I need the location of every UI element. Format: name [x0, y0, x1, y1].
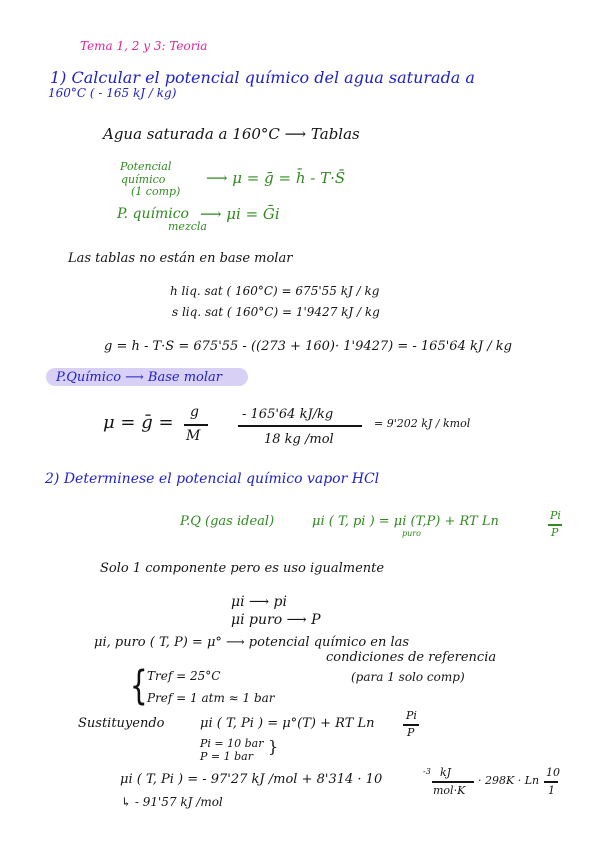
one-comp-note: (para 1 solo comp) — [351, 670, 465, 684]
gas-label: P.Q (gas ideal) — [180, 514, 275, 529]
map-1: μi ⟶ pi — [231, 594, 287, 610]
mix-equation: ⟶ μi = Ḡi — [200, 205, 280, 223]
p-value: P = 1 bar — [200, 750, 253, 763]
one-comp-line: Solo 1 componente pero es uso igualmente — [100, 561, 385, 576]
final-exponent: -3 — [423, 767, 431, 776]
s-liq-line: s liq. sat ( 160°C) = 1'9427 kJ / kg — [172, 305, 380, 319]
tables-line: Agua saturada a 160°C ⟶ Tablas — [103, 125, 360, 143]
page-title: Tema 1, 2 y 3: Teoria — [80, 39, 208, 53]
map-2: μi puro ⟶ P — [231, 612, 321, 628]
pref: Pref = 1 atm ≈ 1 bar — [147, 691, 275, 705]
frac2-den: 18 kg /mol — [264, 432, 334, 447]
frac2-num: - 165'64 kJ/kg — [242, 407, 334, 422]
frac1-line — [184, 424, 208, 426]
final-ln-line — [544, 781, 558, 783]
mix-label: P. químico — [117, 206, 189, 222]
subst-frac-num: Pi — [406, 709, 417, 722]
problem-1-heading-cont: 160°C ( - 165 kJ / kg) — [48, 86, 177, 100]
final-frac-den: mol·K — [433, 784, 466, 797]
frac2-line — [238, 425, 362, 427]
small-brace: } — [268, 737, 279, 756]
final-ln-num: 10 — [546, 766, 560, 779]
mu-lhs: μ = ḡ = — [103, 412, 174, 433]
problem-1-heading: 1) Calcular el potencial químico del agua saturada a — [50, 68, 475, 87]
gas-frac-num: Pi — [550, 509, 561, 522]
subst-frac-den: P — [407, 726, 415, 739]
final-ln-den: 1 — [548, 784, 555, 797]
g-line: g = h - T·S = 675'55 - ((273 + 160)· 1'9427) = - 165'64 kJ / kg — [104, 339, 512, 354]
mu-result: = 9'202 kJ / kmol — [374, 417, 471, 430]
pot-label: Potencial — [120, 160, 172, 173]
gas-equation-sub: puro — [402, 529, 421, 538]
final-frac-num: kJ — [440, 766, 452, 779]
gas-equation: μi ( T, pi ) = μi (T,P) + RT Ln — [312, 514, 499, 529]
final-result: ↳ - 91'57 kJ /mol — [121, 795, 223, 809]
h-liq-line: h liq. sat ( 160°C) = 675'55 kJ / kg — [170, 284, 380, 298]
pot-label-2: químico — [121, 173, 166, 186]
tref: Tref = 25°C — [147, 669, 221, 683]
brace: { — [129, 663, 148, 709]
gas-frac-den: P — [551, 526, 559, 539]
highlight-text: P.Químico ⟶ Base molar — [56, 370, 223, 385]
final-frac-line — [432, 781, 474, 783]
pot-label-3: (1 comp) — [131, 185, 181, 198]
problem-2-heading: 2) Determinese el potencial químico vapor HCl — [45, 471, 380, 487]
mix-label-2: mezcla — [168, 220, 207, 233]
final-tail: · 298K · Ln — [478, 774, 540, 787]
frac1-den: M — [186, 428, 201, 444]
pot-equation: ⟶ μ = ḡ = h̄ - T·S̄ — [206, 169, 346, 187]
frac1-num: g — [190, 404, 199, 420]
molar-note: Las tablas no están en base molar — [68, 251, 293, 266]
subst-label: Sustituyendo — [78, 716, 165, 731]
pi-value: Pi = 10 bar — [200, 737, 264, 750]
ref-def-2: condiciones de referencia — [326, 650, 497, 665]
final-equation: μi ( T, Pi ) = - 97'27 kJ /mol + 8'314 · 10 — [120, 772, 383, 787]
subst-equation: μi ( T, Pi ) = μ°(T) + RT Ln — [200, 716, 375, 731]
ref-def: μi, puro ( T, P) = μ° ⟶ potencial químico en las — [94, 635, 410, 650]
